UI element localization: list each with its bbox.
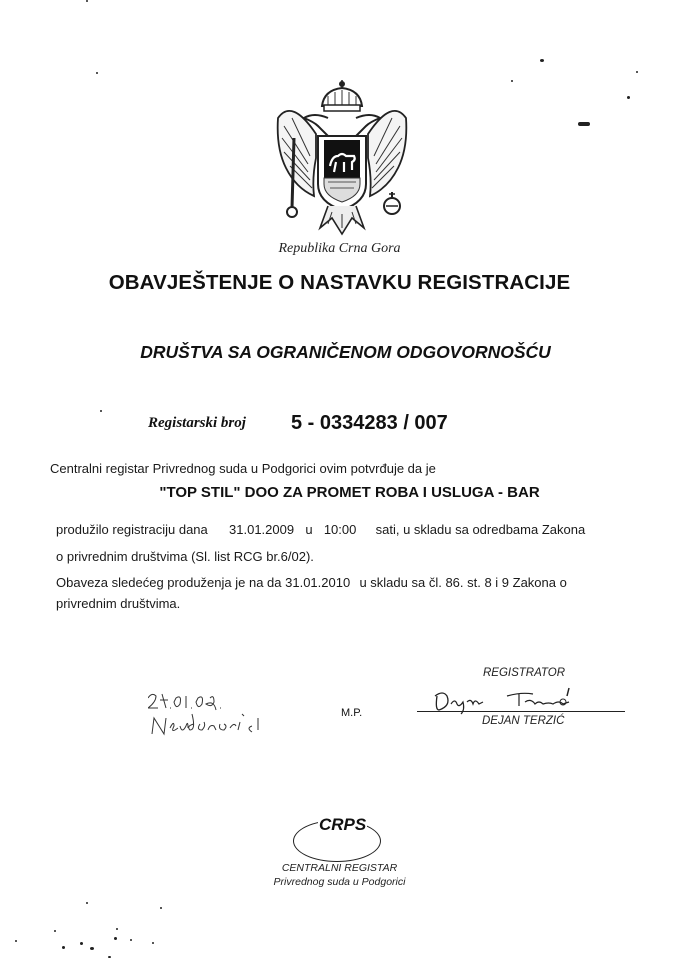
next-renewal-suffix: u skladu sa čl. 86. st. 8 i 9 Zakona o	[359, 575, 567, 590]
registrator-name: DEJAN TERZIĆ	[482, 715, 565, 727]
stamp-place-label: M.P.	[341, 707, 363, 719]
renewal-suffix: sati, u skladu sa odredbama Zakona	[375, 522, 586, 537]
registrator-title: REGISTRATOR	[483, 667, 565, 679]
republic-caption: Republika Crna Gora	[278, 241, 401, 256]
crps-logo: CRPS	[319, 815, 367, 834]
registration-number-label: Registarski broj	[148, 415, 246, 431]
law-reference: o privrednim društvima (Sl. list RCG br.6/02).	[56, 549, 314, 564]
document-subtitle: DRUŠTVA SA OGRANIČENOM ODGOVORNOŠĆU	[140, 342, 551, 362]
renewal-statement	[56, 522, 585, 537]
renewal-time: 10:00	[323, 522, 357, 537]
renewal-date: 31.01.2009	[229, 522, 295, 537]
next-renewal-date: 31.01.2010	[285, 575, 351, 590]
document-title: OBAVJEŠTENJE O NASTAVKU REGISTRACIJE	[108, 271, 571, 294]
central-register-subtitle: Privrednog suda u Podgorici	[273, 876, 406, 888]
handwritten-note	[148, 690, 288, 745]
central-register-title: CENTRALNI REGISTAR	[281, 862, 398, 874]
next-renewal-statement	[56, 575, 567, 590]
registration-number: 5 - 0334283 / 007	[291, 412, 448, 434]
renewal-u: u	[305, 522, 313, 537]
signature-line	[417, 711, 625, 712]
coat-of-arms-emblem	[272, 78, 412, 238]
intro-text: Centralni registar Privrednog suda u Podgorici ovim potvrđuje da je	[50, 461, 436, 476]
renewal-prefix: produžilo registraciju dana	[56, 522, 208, 537]
company-name: "TOP STIL" DOO ZA PROMET ROBA I USLUGA - BAR	[159, 484, 540, 501]
next-renewal-prefix: Obaveza sledećeg produženja je na da	[56, 575, 282, 590]
law-name-continuation: privrednim društvima.	[56, 596, 181, 611]
